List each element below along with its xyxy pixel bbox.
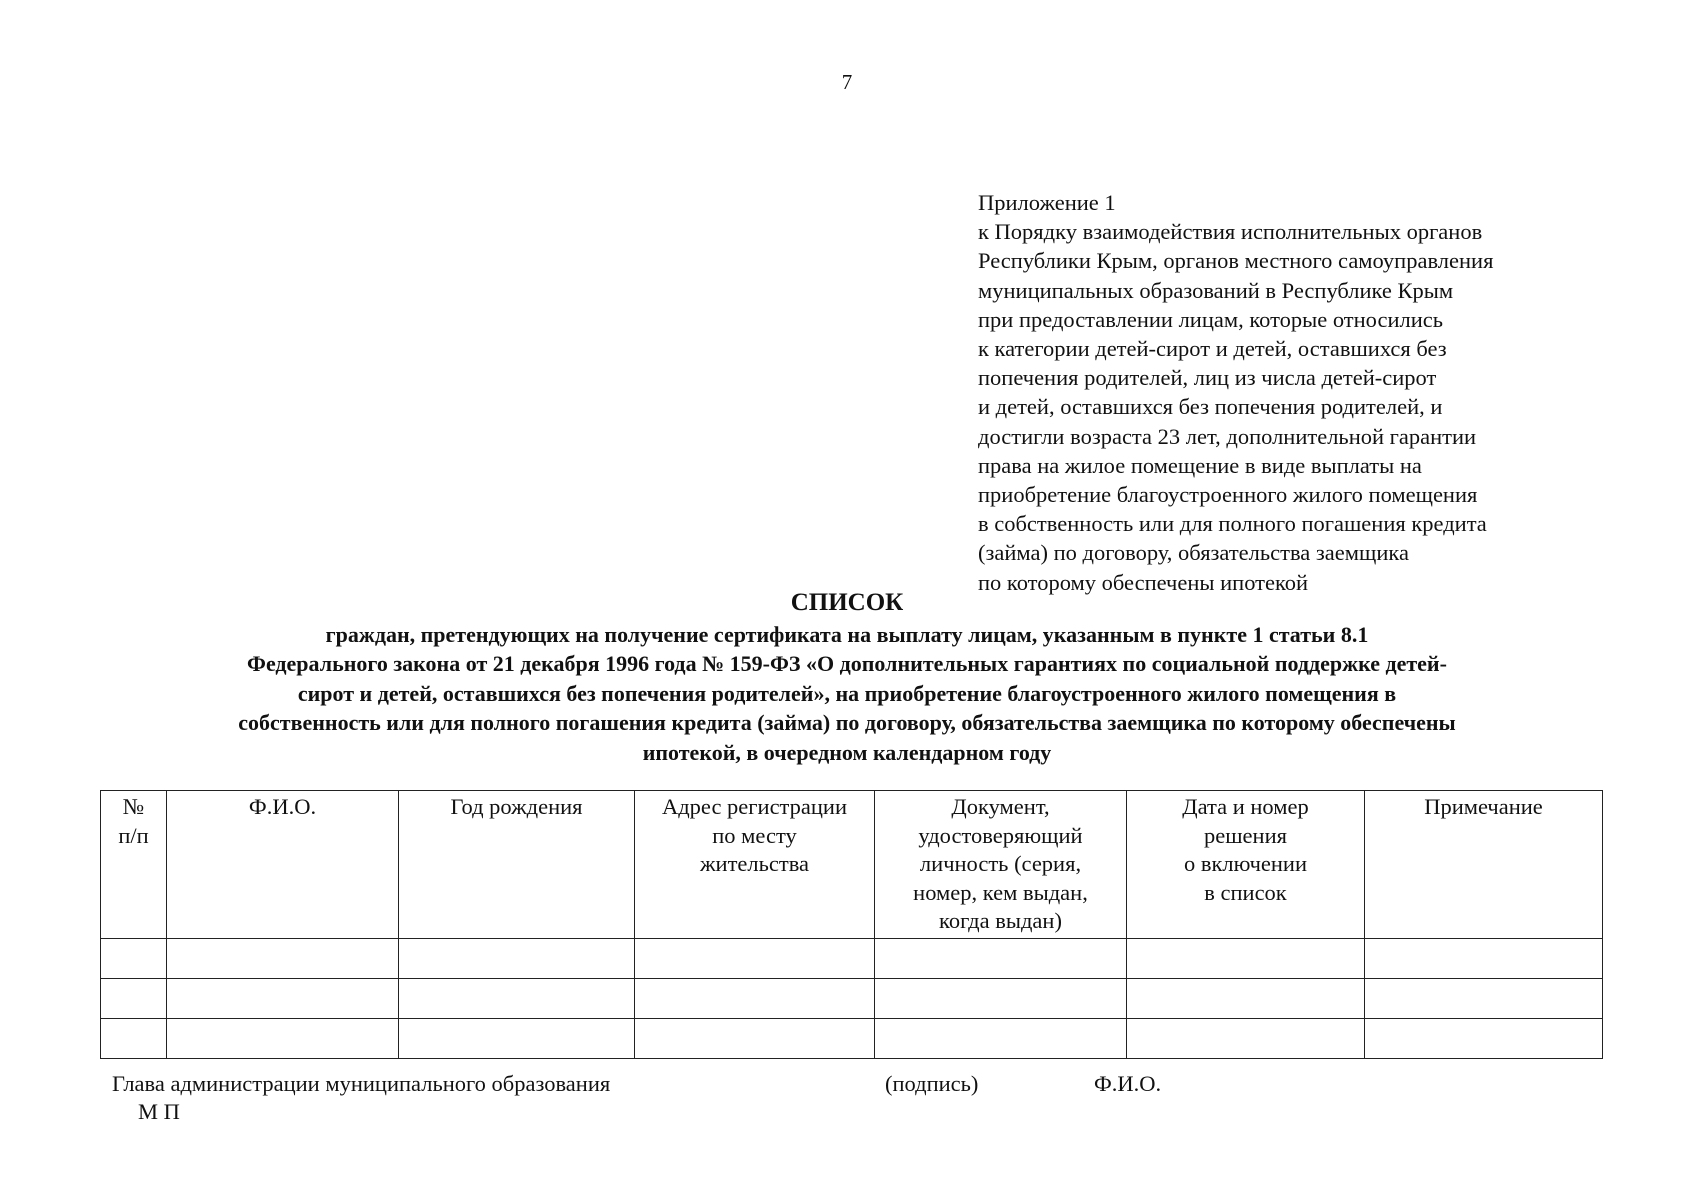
col-header-fio bbox=[167, 791, 399, 939]
table-cell bbox=[399, 939, 635, 979]
table-row bbox=[101, 939, 1603, 979]
appendix-line: муниципальных образований в Республике Крым bbox=[978, 277, 1454, 303]
list-subtitle bbox=[100, 620, 1594, 767]
appendix-line: (займа) по договору, обязательства заемщика bbox=[978, 540, 1409, 566]
seal-label: М П bbox=[138, 1099, 180, 1124]
table-cell bbox=[635, 1019, 875, 1059]
col-header-id-document bbox=[875, 791, 1127, 939]
header-line: Примечание bbox=[1424, 794, 1543, 819]
table-cell bbox=[1365, 1019, 1603, 1059]
appendix-line: попечения родителей, лиц из числа детей-сирот bbox=[978, 365, 1437, 391]
table-cell bbox=[101, 1019, 167, 1059]
appendix-line: Приложение 1 bbox=[978, 190, 1116, 215]
signature-label: (подпись) bbox=[885, 1071, 979, 1096]
header-line: решения bbox=[1204, 822, 1287, 848]
header-line: № bbox=[122, 794, 145, 819]
header-line: номер, кем выдан, bbox=[913, 879, 1088, 905]
header-line: жительства bbox=[699, 851, 810, 876]
fio-label: Ф.И.О. bbox=[1094, 1071, 1162, 1096]
appendix-line: приобретение благоустроенного жилого помещения bbox=[978, 482, 1478, 508]
table-cell bbox=[167, 979, 399, 1019]
header-line: Год рождения bbox=[450, 794, 583, 819]
head-of-administration-label: Глава администрации муниципального образования bbox=[112, 1071, 611, 1096]
header-line: п/п bbox=[118, 822, 149, 848]
header-line: личность (серия, bbox=[919, 851, 1082, 876]
header-line: в список bbox=[1204, 879, 1287, 905]
subtitle-line: собственность или для полного погашения кредита (займа) по договору, обязательства заемщика по которому обеспечены bbox=[238, 710, 1456, 736]
appendix-line: к Порядку взаимодействия исполнительных органов bbox=[978, 219, 1483, 245]
table-cell bbox=[1127, 1019, 1365, 1059]
header-line: о включении bbox=[1183, 851, 1308, 876]
subtitle-line: граждан, претендующих на получение сертификата на выплату лицам, указанным в пункте 1 статьи 8.1 bbox=[325, 622, 1369, 647]
appendix-line: и детей, оставшихся без попечения родителей, и bbox=[978, 394, 1443, 420]
subtitle-line: ипотекой, в очередном календарном году bbox=[642, 739, 1052, 765]
table-cell bbox=[167, 939, 399, 979]
table-cell bbox=[1127, 939, 1365, 979]
appendix-line: по которому обеспечены ипотекой bbox=[978, 569, 1309, 595]
table-cell bbox=[399, 979, 635, 1019]
header-line: Ф.И.О. bbox=[248, 794, 317, 819]
table-cell bbox=[1365, 979, 1603, 1019]
col-header-note bbox=[1365, 791, 1603, 939]
table-header-row bbox=[101, 791, 1603, 939]
table-cell bbox=[101, 939, 167, 979]
table-cell bbox=[399, 1019, 635, 1059]
header-line: Документ, bbox=[951, 794, 1050, 819]
header-line: по месту bbox=[712, 822, 797, 848]
table-cell bbox=[1127, 979, 1365, 1019]
citizens-list-table bbox=[100, 790, 1603, 1059]
appendix-note bbox=[978, 188, 1618, 597]
table-cell bbox=[875, 939, 1127, 979]
col-header-address bbox=[635, 791, 875, 939]
appendix-line: в собственность или для полного погашения кредита bbox=[978, 511, 1487, 537]
header-line: Дата и номер bbox=[1182, 794, 1309, 819]
table-cell bbox=[101, 979, 167, 1019]
col-header-decision bbox=[1127, 791, 1365, 939]
table-row bbox=[101, 979, 1603, 1019]
appendix-line: права на жилое помещение в виде выплаты на bbox=[978, 452, 1422, 478]
table-cell bbox=[875, 1019, 1127, 1059]
appendix-line: достигли возраста 23 лет, дополнительной гарантии bbox=[978, 423, 1477, 449]
table-cell bbox=[875, 979, 1127, 1019]
subtitle-line: сирот и детей, оставшихся без попечения родителей», на приобретение благоустроенного жилого помещения в bbox=[297, 680, 1397, 706]
appendix-line: Республики Крым, органов местного самоуправления bbox=[978, 248, 1494, 274]
appendix-line: при предоставлении лицам, которые относились bbox=[978, 306, 1444, 332]
table-cell bbox=[635, 979, 875, 1019]
table-cell bbox=[167, 1019, 399, 1059]
table-cell bbox=[1365, 939, 1603, 979]
appendix-line: к категории детей-сирот и детей, оставшихся без bbox=[978, 336, 1447, 362]
list-title: СПИСОК bbox=[790, 589, 904, 616]
subtitle-line: Федерального закона от 21 декабря 1996 года № 159-ФЗ «О дополнительных гарантиях по социальной поддержке детей- bbox=[247, 651, 1447, 677]
table-cell bbox=[635, 939, 875, 979]
page-number: 7 bbox=[841, 70, 853, 94]
header-line: Адрес регистрации bbox=[661, 794, 848, 819]
header-line: когда выдан) bbox=[939, 908, 1062, 933]
col-header-birth-year bbox=[399, 791, 635, 939]
table-row bbox=[101, 1019, 1603, 1059]
header-line: удостоверяющий bbox=[918, 822, 1083, 848]
col-header-number bbox=[101, 791, 167, 939]
